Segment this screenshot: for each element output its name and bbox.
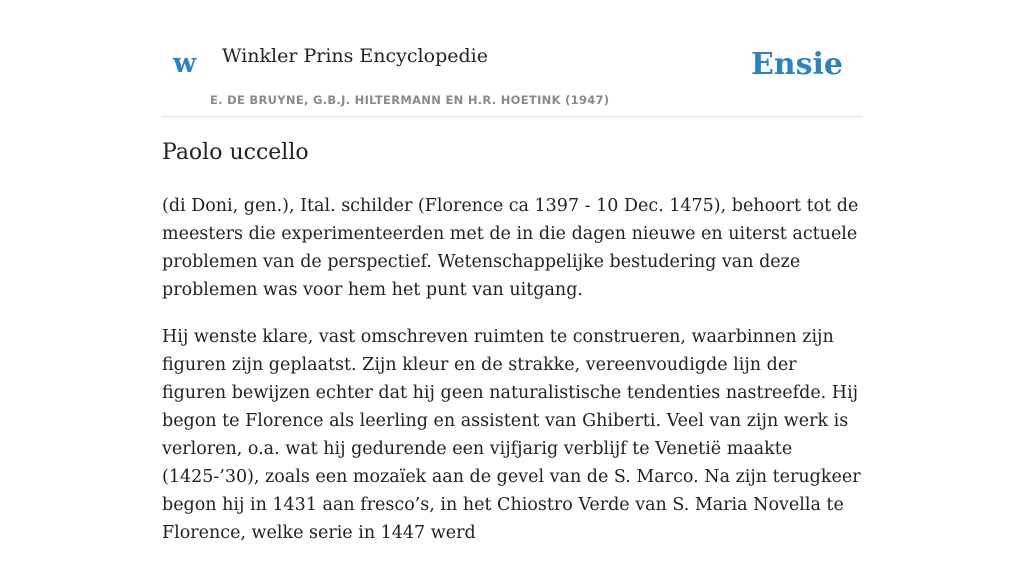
brand-logo[interactable]: Ensie bbox=[750, 47, 843, 82]
article-paragraph: (di Doni, gen.), Ital. schilder (Florence ca 1397 - 10 Dec. 1475), behoort tot de meesters die experimenteerden met de in die dagen nieuwe en uiterst actuele problemen van de perspectief. Wetenschappelijke bestudering van deze problemen was voor hem het punt van uitgang. bbox=[162, 196, 859, 300]
site-authors: E. DE BRUYNE, G.B.J. HILTERMANN EN H.R. HOETINK (1947) bbox=[210, 93, 610, 107]
article-body bbox=[162, 192, 862, 566]
article-paragraph: Hij wenste klare, vast omschreven ruimten te construeren, waarbinnen zijn figuren zijn geplaatst. Zijn kleur en de strakke, vereenvoudigde lijn der figuren bewijzen echter dat hij geen naturalistische tendenties nastreefde. Hij begon te Florence als leerling en assistent van Ghiberti. Veel van zijn werk is verloren, o.a. wat hij gedurende een vijfjarig verblijf te Venetië maakte (1425-’30), zoals een mozaïek aan de gevel van de S. Marco. Na zijn terugkeer begon hij in 1431 aan fresco’s, in het Chiostro Verde van S. Maria Novella te Florence, welke serie in 1447 werd bbox=[162, 327, 861, 543]
article-title: Paolo uccello bbox=[162, 140, 309, 165]
site-logo[interactable]: w bbox=[173, 48, 197, 79]
site-header bbox=[162, 0, 862, 117]
site-title[interactable]: Winkler Prins Encyclopedie bbox=[222, 45, 488, 67]
